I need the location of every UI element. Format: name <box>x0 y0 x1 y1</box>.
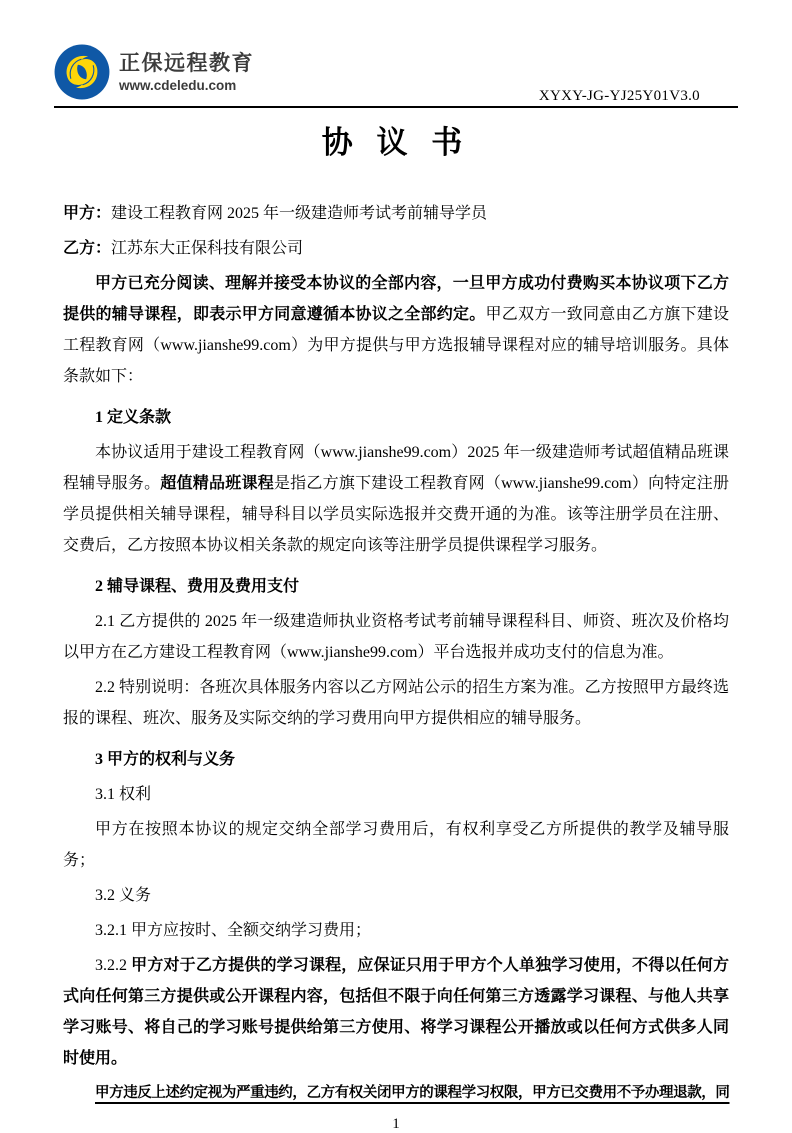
page-number: 1 <box>392 1116 400 1132</box>
section-1-text-1: 本协议适用于建设工程教育网（www.jianshe99.com）2025 年一级建造师考试超值精品班课程辅导服务。 <box>63 444 729 492</box>
clause-3-2-1: 3.2.1 甲方应按时、全额交纳学习费用； <box>95 922 372 939</box>
party-b-line <box>63 233 729 264</box>
page-header <box>54 0 738 108</box>
clause-3-2-2-number: 3.2.2 <box>95 957 132 974</box>
breach-clause-text: 甲方违反上述约定视为严重违约，乙方有权关闭甲方的课程学习权限，甲方已交费用不予办理退款，同 <box>95 1085 730 1101</box>
doc-version-code: XYXY-JG-YJ25Y01V3.0 <box>538 88 700 104</box>
section-1-text-2: 是指乙方旗下建设工程教育网（www.jianshe99.com）向特定注册学员提供相关辅导课程，辅导科目以学员实际选报并交费开通的为准。该等注册学员在注册、交费后，乙方按照本协议相关条款的规定向该等注册学员提供课程学习服务。 <box>63 475 729 554</box>
clause-3-1-title: 3.1 权利 <box>95 786 152 803</box>
clause-3-2-2 <box>63 950 729 1074</box>
brand-logo-icon <box>54 44 110 100</box>
intro-bold-text: 甲方已充分阅读、理解并接受本协议的全部内容，一旦甲方成功付费购买本协议项下乙方提供的辅导课程，即表示甲方同意遵循本协议之全部约定。 <box>63 275 729 323</box>
section-1-paragraph <box>63 437 729 561</box>
party-b-value: 江苏东大正保科技有限公司 <box>111 240 304 257</box>
clause-3-2-2-text: 甲方对于乙方提供的学习课程，应保证只用于甲方个人单独学习使用，不得以任何方式向任何第三方提供或公开课程内容，包括但不限于向任何第三方透露学习课程、与他人共享学习账号、将自己的学习账号提供给第三方使用、将学习课程公开播放或以任何方式供多人同时使用。 <box>63 957 729 1067</box>
intro-regular-text: 甲乙双方一致同意由乙方旗下建设工程教育网（www.jianshe99.com）为甲方提供与甲方选报辅导课程对应的辅导培训服务。具体条款如下： <box>63 306 729 385</box>
brand-text <box>119 51 254 94</box>
party-b-label: 乙方： <box>63 240 112 257</box>
intro-paragraph <box>63 268 729 392</box>
party-a-line <box>63 198 729 229</box>
clause-3-2-title: 3.2 义务 <box>95 887 152 904</box>
clause-2-2: 2.2 特别说明：各班次具体服务内容以乙方网站公示的招生方案为准。乙方按照甲方最终选报的课程、班次、服务及实际交纳的学习费用向甲方提供相应的辅导服务。 <box>63 679 729 727</box>
section-1-bold-term: 超值精品班课程 <box>160 475 274 492</box>
clause-2-1: 2.1 乙方提供的 2025 年一级建造师执业资格考试考前辅导课程科目、师资、班次及价格均以甲方在乙方建设工程教育网（www.jianshe99.com）平台选报并成功支付的信息为准。 <box>63 613 729 661</box>
clause-3-1-text: 甲方在按照本协议的规定交纳全部学习费用后，有权利享受乙方所提供的教学及辅导服务； <box>63 821 729 869</box>
document-body <box>63 198 729 1109</box>
brand-name: 正保远程教育 <box>119 51 254 75</box>
party-a-label: 甲方： <box>63 205 112 222</box>
party-a-value: 建设工程教育网 2025 年一级建造师考试考前辅导学员 <box>111 205 488 222</box>
section-2-heading: 2 辅导课程、费用及费用支付 <box>95 578 300 595</box>
breach-clause-line <box>63 1078 729 1109</box>
section-1-heading: 1 定义条款 <box>95 409 172 426</box>
document-title: 协 议 书 <box>321 125 471 160</box>
brand-url: www.cdeledu.com <box>119 77 237 93</box>
section-3-heading: 3 甲方的权利与义务 <box>95 751 236 768</box>
